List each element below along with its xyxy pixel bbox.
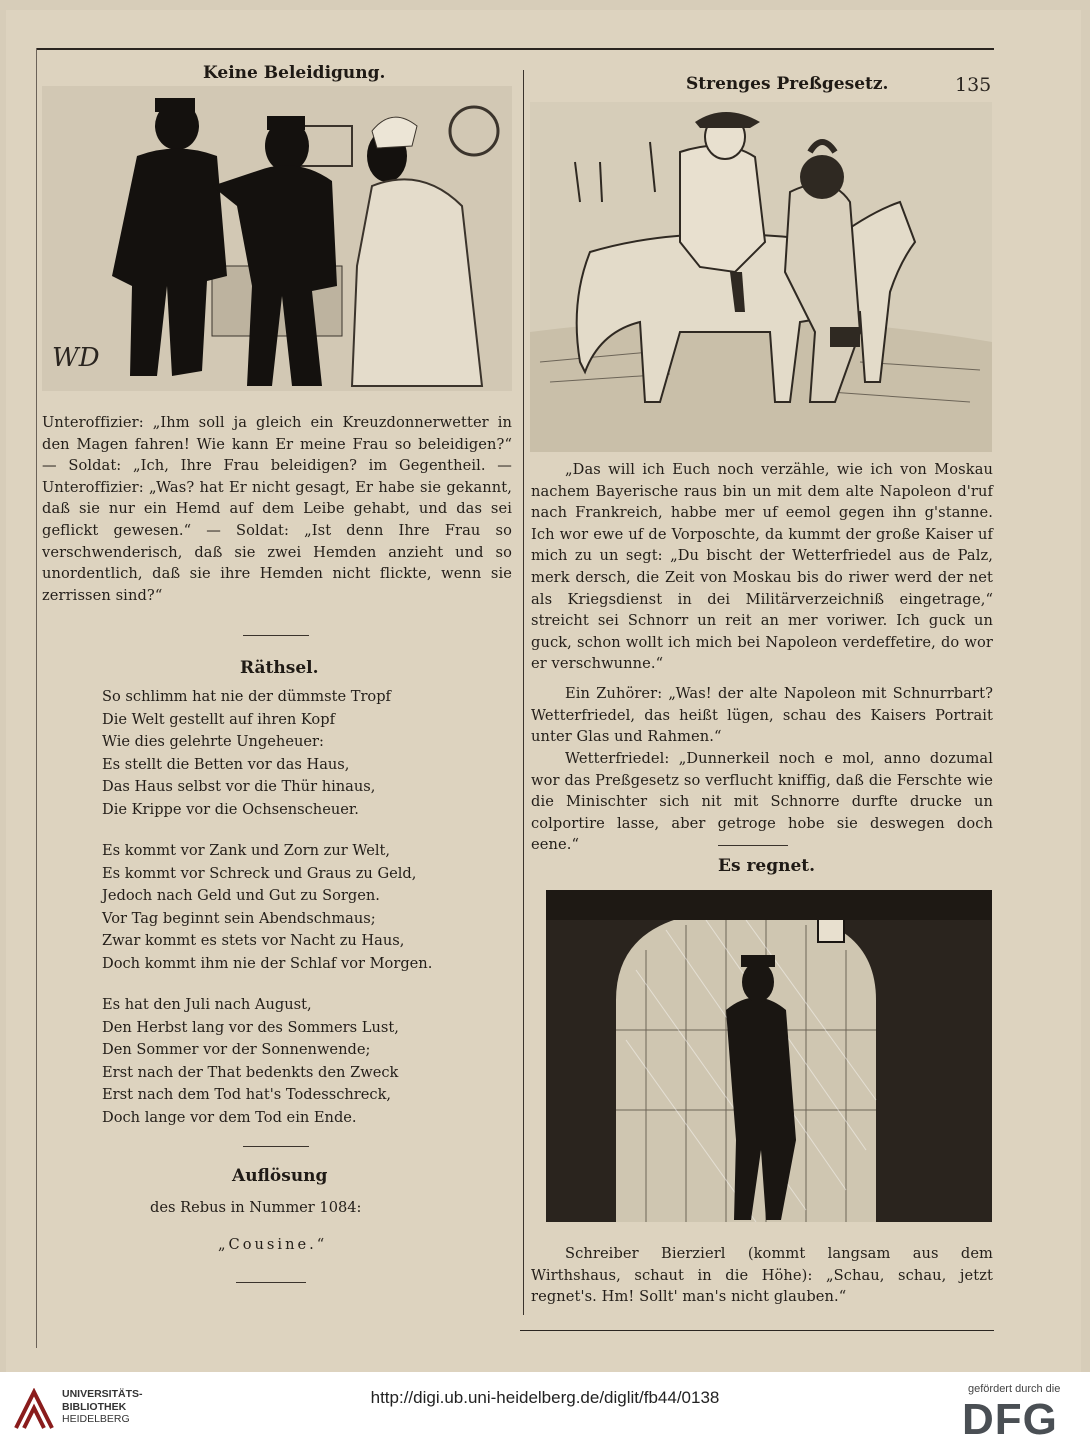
story-paragraph: „Das will ich Euch noch verzähle, wie ich von Moskau nachem Bayerische raus bin un mit dem alte Napoleon d'ruf nach Frankreich, habbe mer uf eemol gegen ihn g'stanne. Ich wor ewe uf de Vorposchte, da kummt der große Kaiser uf mich zu un segt: „Du bischt der Wetterfriedel aus de Palz, merk dersch, die Zeit von Moskau bis do riwer werd der net als Kriegsdienst in dei Militärverzeichniß eingetrage,“ streicht sei Schnorr un reit an mer voriwer. Ich guck un guck, schon wollt ich mich bei Napoleon verdeffetire, do wor er verschwunne.“ bbox=[531, 461, 993, 673]
funding-label: gefördert durch die bbox=[968, 1383, 1061, 1395]
verse-line: Doch kommt ihm nie der Schlaf vor Morgen. bbox=[102, 954, 433, 972]
verse-line: Jedoch nach Geld und Gut zu Sorgen. bbox=[102, 887, 380, 905]
svg-text:WD: WD bbox=[52, 343, 100, 373]
illustration-soldiers-drawing bbox=[42, 86, 512, 391]
title-aufloesung: Auflösung bbox=[232, 1166, 328, 1186]
permalink-url[interactable]: http://digi.ub.uni-heidelberg.de/diglit/fb44/0138 bbox=[370, 1388, 720, 1407]
library-line-1: UNIVERSITÄTS- bbox=[62, 1388, 143, 1400]
title-strenges-pressgesetz: Strenges Preßgesetz. bbox=[686, 74, 889, 94]
illustration-rain-archway bbox=[546, 890, 992, 1222]
verse-line: Doch lange vor dem Tod ein Ende. bbox=[102, 1108, 357, 1126]
library-line-3: HEIDELBERG bbox=[62, 1413, 130, 1425]
verse-line: Den Sommer vor der Sonnenwende; bbox=[102, 1041, 371, 1059]
riddle-stanza-2 bbox=[102, 840, 432, 976]
separator-rule bbox=[236, 1282, 306, 1283]
verse-line: Es hat den Juli nach August, bbox=[102, 996, 312, 1013]
riddle-stanza-1 bbox=[102, 686, 391, 822]
verse-line: Das Haus selbst vor die Thür hinaus, bbox=[102, 778, 376, 796]
solution-line: des Rebus in Nummer 1084: bbox=[150, 1199, 362, 1216]
viewer-footer bbox=[0, 1372, 1090, 1448]
verse-line: Den Herbst lang vor des Sommers Lust, bbox=[102, 1018, 399, 1036]
page-number: 135 bbox=[955, 74, 992, 96]
verse-line: Die Krippe vor die Ochsenscheuer. bbox=[102, 800, 359, 818]
verse-line: Es stellt die Betten vor das Haus, bbox=[102, 755, 350, 773]
verse-line: So schlimm hat nie der dümmste Tropf bbox=[102, 688, 391, 705]
verse-line: Die Welt gestellt auf ihren Kopf bbox=[102, 710, 335, 728]
title-raethsel: Räthsel. bbox=[240, 658, 319, 678]
illustration-soldiers bbox=[42, 86, 512, 391]
title-keine-beleidigung: Keine Beleidigung. bbox=[203, 63, 386, 83]
page-top-rule bbox=[36, 48, 994, 50]
riddle-stanza-3 bbox=[102, 994, 399, 1130]
column-divider bbox=[523, 70, 524, 1315]
page-left-rule bbox=[36, 48, 37, 1348]
illustration-rain-drawing bbox=[546, 890, 992, 1222]
title-es-regnet: Es regnet. bbox=[718, 856, 816, 876]
separator-rule bbox=[243, 1146, 309, 1147]
separator-rule bbox=[243, 635, 309, 636]
verse-line: Erst nach dem Tod hat's Todesschreck, bbox=[102, 1086, 392, 1104]
dfg-logo: DFG bbox=[962, 1395, 1058, 1444]
page-bottom-rule bbox=[520, 1330, 994, 1331]
rain-caption: Schreiber Bierzierl (kommt langsam aus dem Wirthshaus, schaut in die Höhe): „Schau, schau, jetzt regnet's. Hm! Sollt' man's nicht glauben.“ bbox=[531, 1245, 993, 1306]
illustration-napoleon-horse bbox=[530, 102, 992, 452]
listener-paragraph: Ein Zuhörer: „Was! der alte Napoleon mit Schnurrbart? Wetterfriedel, das heißt lügen, schau des Kaisers Portrait unter Glas und Rahmen.“ bbox=[531, 685, 993, 746]
verse-line: Es kommt vor Schreck und Graus zu Geld, bbox=[102, 864, 417, 882]
dialogue-paragraph: Unteroffizier: „Ihm soll ja gleich ein Kreuzdonnerwetter in den Magen fahren! Wie kann Er meine Frau so beleidigen?“ — Soldat: „Ich, Ihre Frau beleidigen? im Gegentheil. — Unteroffizier: „Was? hat Er nicht gesagt, Er habe sie gekannt, daß sie nur ein Hemd auf dem Leibe gehabt, und das sei geflickt gewesen.“ — Soldat: „Ist denn Ihre Frau so verschwenderisch, daß sie zwei Hemden anzieht und so unordentlich, daß sie ihre Hemden nicht flickte, wenn sie zerrissen sind?“ bbox=[42, 414, 512, 604]
library-line-2: BIBLIOTHEK bbox=[62, 1400, 127, 1413]
solution-answer: „Cousine.“ bbox=[218, 1236, 328, 1253]
verse-line: Vor Tag beginnt sein Abendschmaus; bbox=[102, 909, 376, 927]
verse-line: Wie dies gelehrte Ungeheuer: bbox=[102, 733, 324, 751]
illustration-napoleon-drawing bbox=[530, 102, 992, 452]
separator-rule bbox=[718, 845, 788, 846]
verse-line: Zwar kommt es stets vor Nacht zu Haus, bbox=[102, 932, 405, 950]
wetterfriedel-paragraph: Wetterfriedel: „Dunnerkeil noch e mol, anno dozumal wor das Preßgesetz so verflucht kniffig, daß die Ferschte wie die Minischter sich nit mit Schnorre durfte drucke un colportire lasse, aber getroge hobe sie deswegen doch eene.“ bbox=[531, 750, 993, 854]
verse-line: Erst nach der That bedenkts den Zweck bbox=[102, 1063, 399, 1081]
verse-line: Es kommt vor Zank und Zorn zur Welt, bbox=[102, 842, 390, 859]
